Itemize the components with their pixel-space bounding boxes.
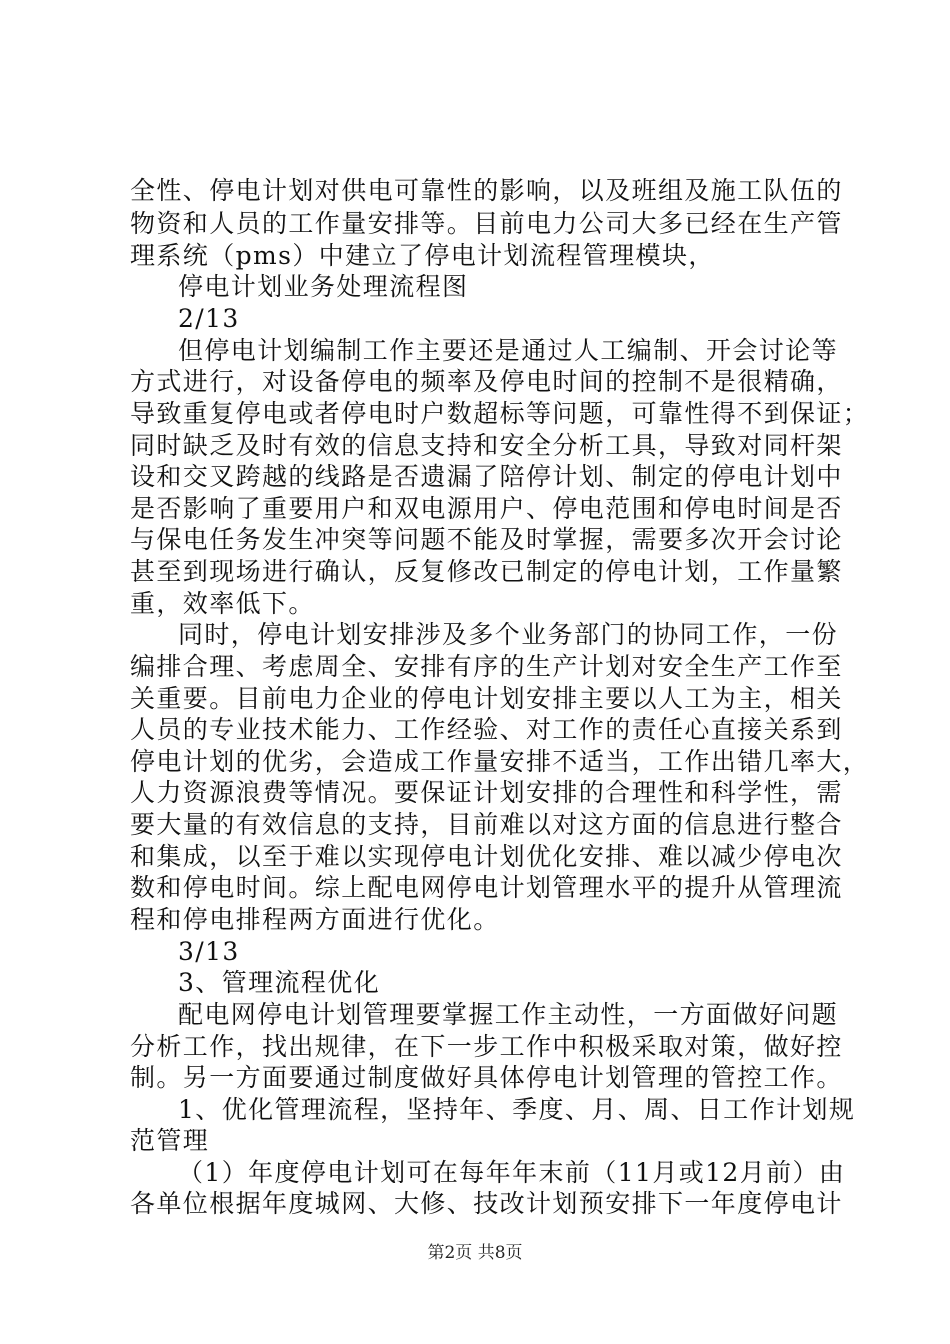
text-line: 和集成，以至于难以实现停电计划优化安排、难以减少停电次 [130,842,843,871]
text-line: （1）年度停电计划可在每年年末前（11月或12月前）由 [178,1158,846,1187]
text-line: 物资和人员的工作量安排等。目前电力公司大多已经在生产管 [130,209,843,238]
text-line: 3、管理流程优化 [178,968,381,997]
text-line: 设和交叉跨越的线路是否遗漏了陪停计划、制定的停电计划中 [130,462,843,491]
text-line: 全性、停电计划对供电可靠性的影响，以及班组及施工队伍的 [130,176,843,205]
text-line: 分析工作，找出规律，在下一步工作中积极采取对策，做好控 [130,1032,843,1061]
page-footer: 第2页 共8页 [427,1243,523,1263]
text-line: 与保电任务发生冲突等问题不能及时掌握，需要多次开会讨论 [130,525,843,554]
text-line: 制。另一方面要通过制度做好具体停电计划管理的管控工作。 [130,1063,843,1092]
text-line: 范管理 [130,1126,210,1155]
text-line: 1、优化管理流程，坚持年、季度、月、周、日工作计划规 [178,1095,856,1124]
text-line: 停电计划的优劣，会造成工作量安排不适当，工作出错几率大， [130,747,870,776]
text-line: 是否影响了重要用户和双电源用户、停电范围和停电时间是否 [130,494,843,523]
text-line: 停电计划业务处理流程图 [178,272,469,301]
text-line: 编排合理、考虑周全、安排有序的生产计划对安全生产工作至 [130,652,843,681]
text-line: 人员的专业技术能力、工作经验、对工作的责任心直接关系到 [130,715,843,744]
text-line: 关重要。目前电力企业的停电计划安排主要以人工为主，相关 [130,684,843,713]
text-line: 数和停电时间。综上配电网停电计划管理水平的提升从管理流 [130,873,843,902]
text-line: 3/13 [178,937,240,966]
text-line: 方式进行，对设备停电的频率及停电时间的控制不是很精确， [130,367,843,396]
text-line: 重，效率低下。 [130,589,315,618]
text-line: 但停电计划编制工作主要还是通过人工编制、开会讨论等 [178,336,839,365]
text-line: 要大量的有效信息的支持，目前难以对这方面的信息进行整合 [130,810,843,839]
text-line: 同时，停电计划安排涉及多个业务部门的协同工作，一份 [178,620,839,649]
text-line: 配电网停电计划管理要掌握工作主动性，一方面做好问题 [178,1000,839,1029]
text-line: 理系统（pms）中建立了停电计划流程管理模块， [130,241,715,270]
text-line: 程和停电排程两方面进行优化。 [130,905,500,934]
text-line: 2/13 [178,304,240,333]
text-line: 各单位根据年度城网、大修、技改计划预安排下一年度停电计 [130,1189,843,1218]
text-line: 同时缺乏及时有效的信息支持和安全分析工具，导致对同杆架 [130,431,843,460]
text-line: 导致重复停电或者停电时户数超标等问题，可靠性得不到保证； [130,399,870,428]
text-line: 甚至到现场进行确认，反复修改已制定的停电计划，工作量繁 [130,557,843,586]
text-line: 人力资源浪费等情况。要保证计划安排的合理性和科学性，需 [130,778,843,807]
